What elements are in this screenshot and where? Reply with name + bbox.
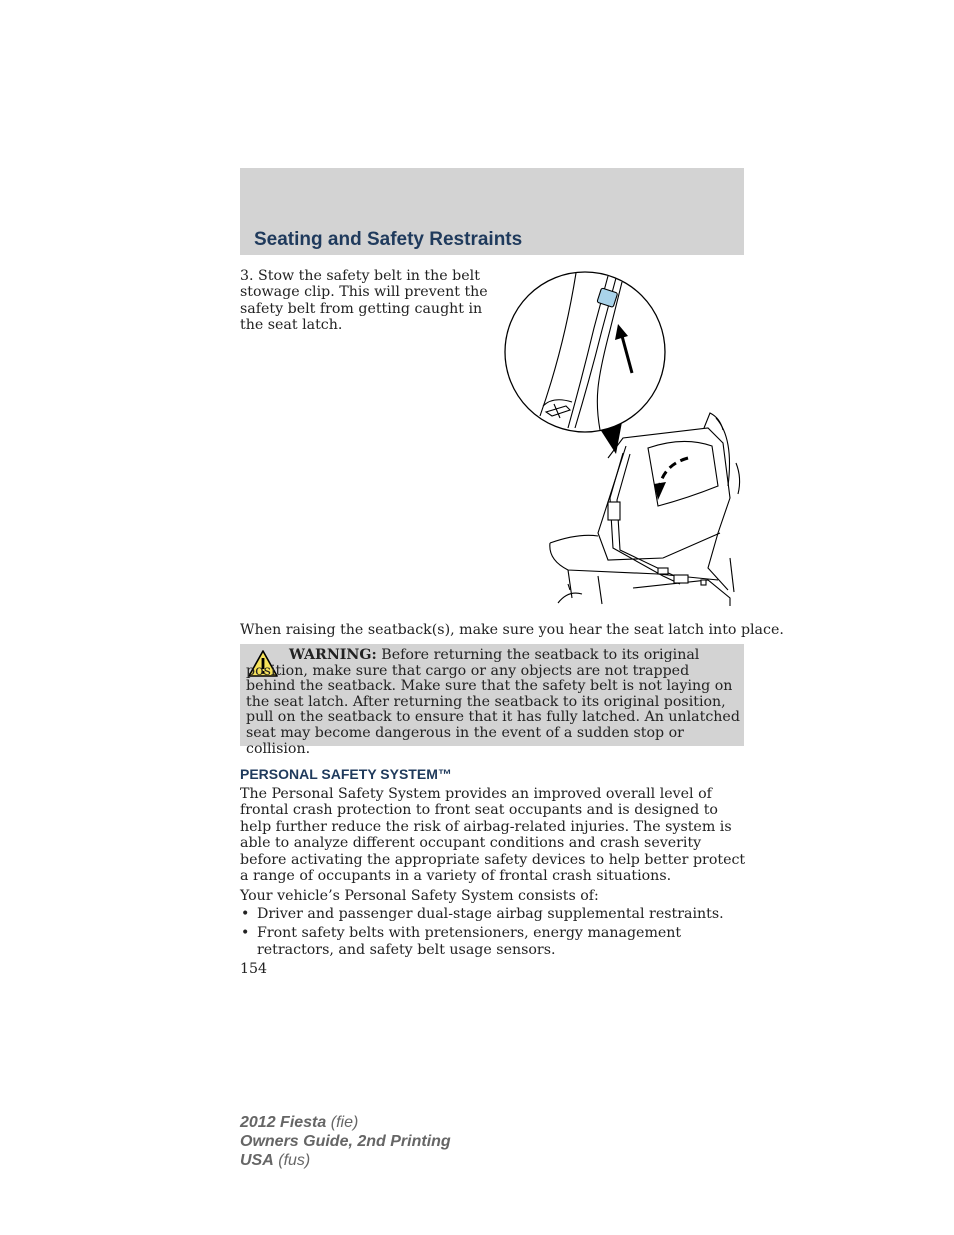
list-item-text: Driver and passenger dual-stage airbag supplemental restraints. (257, 906, 724, 922)
header-band (240, 168, 744, 255)
list-item (240, 925, 746, 958)
step-3-text: 3. Stow the safety belt in the belt stowage clip. This will prevent the safety belt from getting caught in the seat latch. (240, 268, 488, 334)
list-item (240, 906, 746, 922)
footer-guide: Owners Guide, 2nd Printing (240, 1133, 451, 1150)
footer-line-1 (240, 1113, 451, 1132)
warning-label: WARNING: (289, 647, 377, 663)
personal-safety-system-heading: PERSONAL SAFETY SYSTEM™ (240, 766, 452, 782)
footer-market: USA (240, 1152, 274, 1169)
bullet-icon: • (241, 925, 250, 942)
page-number: 154 (240, 961, 268, 977)
section-header-title: Seating and Safety Restraints (254, 229, 523, 250)
warning-indent (246, 658, 289, 659)
footer-line-3 (240, 1151, 451, 1170)
footer-line-2 (240, 1132, 451, 1151)
seatback-belt-illustration (498, 268, 746, 610)
footer-model: 2012 Fiesta (240, 1114, 327, 1131)
consists-of-intro: Your vehicle’s Personal Safety System consists of: (240, 888, 599, 904)
components-list (240, 906, 746, 961)
document-footer (240, 1113, 451, 1170)
footer-market-code: (fus) (278, 1152, 311, 1169)
warning-text (246, 648, 740, 757)
list-item-text: Front safety belts with pretensioners, energy management retractors, and safety belt usage sensors. (257, 925, 682, 958)
warning-box (240, 644, 744, 757)
warning-body: Before returning the seatback to its original position, make sure that cargo or any objects are not trapped behind the seatback. Make sure that the safety belt is not laying on the seat latch. After returning the seatback to its original position, pull on the seatback to ensure that it has fully latched. An unlatched seat may become dangerous in the event of a sudden stop or collision. (246, 647, 740, 757)
personal-safety-system-paragraph: The Personal Safety System provides an improved overall level of frontal crash protection to front seat occupants and is designed to help further reduce the risk of airbag-related injuries. The system is able to analyze different occupant conditions and crash severity before activating the appropriate safety devices to help better protect a range of occupants in a variety of frontal crash situations. (240, 786, 746, 885)
seatback-raise-text: When raising the seatback(s), make sure you hear the seat latch into place. (240, 622, 784, 638)
bullet-icon: • (241, 906, 250, 922)
footer-model-code: (fie) (330, 1114, 359, 1131)
